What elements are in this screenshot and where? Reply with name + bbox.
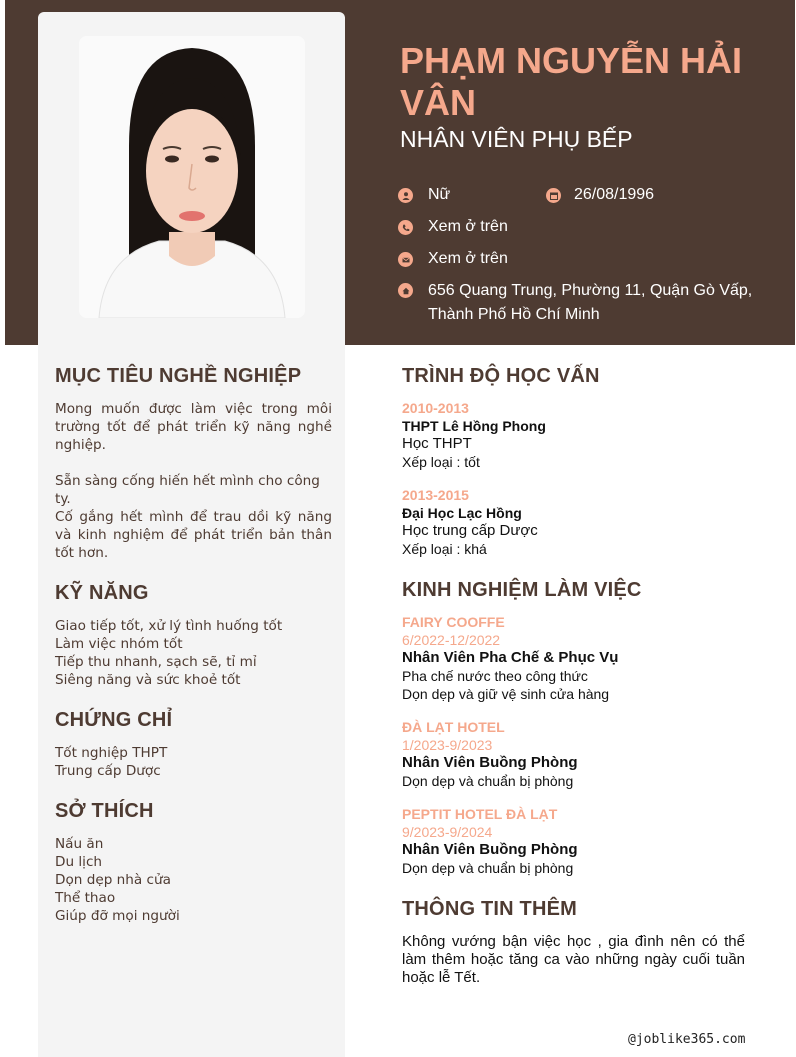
- calendar-icon: [546, 188, 561, 203]
- experience-duty: Dọn dẹp và giữ vệ sinh cửa hàng: [402, 686, 610, 702]
- education-grade: Xếp loại : khá: [402, 541, 487, 557]
- education-period: 2010-2013: [402, 400, 469, 416]
- list-item: Làm việc nhóm tốt: [55, 636, 183, 652]
- certificates-heading: CHỨNG CHỈ: [55, 709, 173, 731]
- phone-icon: [398, 220, 413, 235]
- job-title: NHÂN VIÊN PHỤ BẾP: [400, 126, 633, 152]
- objective-heading: MỤC TIÊU NGHỀ NGHIỆP: [55, 365, 302, 387]
- profile-photo: [79, 36, 305, 318]
- phone-value: Xem ở trên: [428, 218, 508, 235]
- experience-position: Nhân Viên Pha Chế & Phục Vụ: [402, 649, 619, 666]
- list-item: Siêng năng và sức khoẻ tốt: [55, 672, 241, 688]
- list-item: Nấu ăn: [55, 836, 104, 852]
- address-value: [428, 279, 778, 327]
- experience-position: Nhân Viên Buồng Phòng: [402, 754, 578, 771]
- portrait-illustration: [79, 36, 305, 318]
- gender-value: Nữ: [428, 186, 451, 203]
- experience-period: 6/2022-12/2022: [402, 632, 501, 648]
- education-school: THPT Lê Hồng Phong: [402, 418, 546, 434]
- list-item: Giao tiếp tốt, xử lý tình huống tốt: [55, 618, 283, 634]
- person-icon: [398, 188, 413, 203]
- objective-paragraph-3: Cố gắng hết mình để trau dồi kỹ năng và kinh nghiệm để phát triển bản thân tốt hơn.: [55, 509, 332, 561]
- experience-duty: Pha chế nước theo công thức: [402, 668, 588, 684]
- list-item: Dọn dẹp nhà cửa: [55, 872, 171, 888]
- experience-duty: Dọn dẹp và chuẩn bị phòng: [402, 773, 574, 789]
- additional-info-text: Không vướng bận việc học , gia đình nên có thể làm thêm hoặc tăng ca vào những ngày cuối tuần hoặc lễ Tết.: [402, 933, 745, 986]
- additional-info-heading: THÔNG TIN THÊM: [402, 898, 578, 920]
- list-item: Tiếp thu nhanh, sạch sẽ, tỉ mỉ: [55, 654, 257, 670]
- experience-duty: Dọn dẹp và chuẩn bị phòng: [402, 860, 574, 876]
- experience-heading: KINH NGHIỆM LÀM VIỆC: [402, 579, 642, 601]
- experience-company: ĐÀ LẠT HOTEL: [402, 719, 505, 735]
- education-school: Đại Học Lạc Hồng: [402, 505, 522, 521]
- hobbies-heading: SỞ THÍCH: [55, 800, 154, 822]
- skills-list: [55, 617, 332, 689]
- skills-heading: KỸ NĂNG: [55, 582, 149, 604]
- education-level: Học THPT: [402, 435, 472, 452]
- experience-company: PEPTIT HOTEL ĐÀ LẠT: [402, 806, 558, 822]
- address-line-2: Thành Phố Hồ Chí Minh: [428, 306, 600, 323]
- education-level: Học trung cấp Dược: [402, 522, 538, 539]
- education-grade: Xếp loại : tốt: [402, 454, 480, 470]
- list-item: Giúp đỡ mọi người: [55, 908, 180, 924]
- education-heading: TRÌNH ĐỘ HỌC VẤN: [402, 365, 600, 387]
- list-item: Du lịch: [55, 854, 103, 870]
- candidate-name: [400, 40, 770, 124]
- home-icon: [398, 283, 413, 298]
- experience-period: 9/2023-9/2024: [402, 824, 493, 840]
- name-line-2: VÂN: [400, 82, 477, 123]
- education-period: 2013-2015: [402, 487, 469, 503]
- list-item: Trung cấp Dược: [55, 763, 161, 779]
- objective-paragraph-2: Sẵn sàng cống hiến hết mình cho công ty.: [55, 473, 320, 507]
- objective-paragraph-1: Mong muốn được làm việc trong môi trường tốt để phát triển kỹ năng nghề nghiệp.: [55, 401, 332, 453]
- address-line-1: 656 Quang Trung, Phường 11, Quận Gò Vấp,: [428, 282, 753, 299]
- experience-period: 1/2023-9/2023: [402, 737, 493, 753]
- email-icon: [398, 252, 413, 267]
- experience-position: Nhân Viên Buồng Phòng: [402, 841, 578, 858]
- watermark: @joblike365.com: [628, 1032, 746, 1047]
- certificates-list: [55, 744, 332, 780]
- list-item: Thể thao: [55, 890, 116, 906]
- birthday-value: 26/08/1996: [574, 186, 655, 203]
- name-line-1: PHẠM NGUYỄN HẢI: [400, 40, 743, 81]
- email-value: Xem ở trên: [428, 250, 508, 267]
- list-item: Tốt nghiệp THPT: [55, 745, 168, 761]
- experience-company: FAIRY COOFFE: [402, 614, 505, 630]
- hobbies-list: [55, 835, 332, 925]
